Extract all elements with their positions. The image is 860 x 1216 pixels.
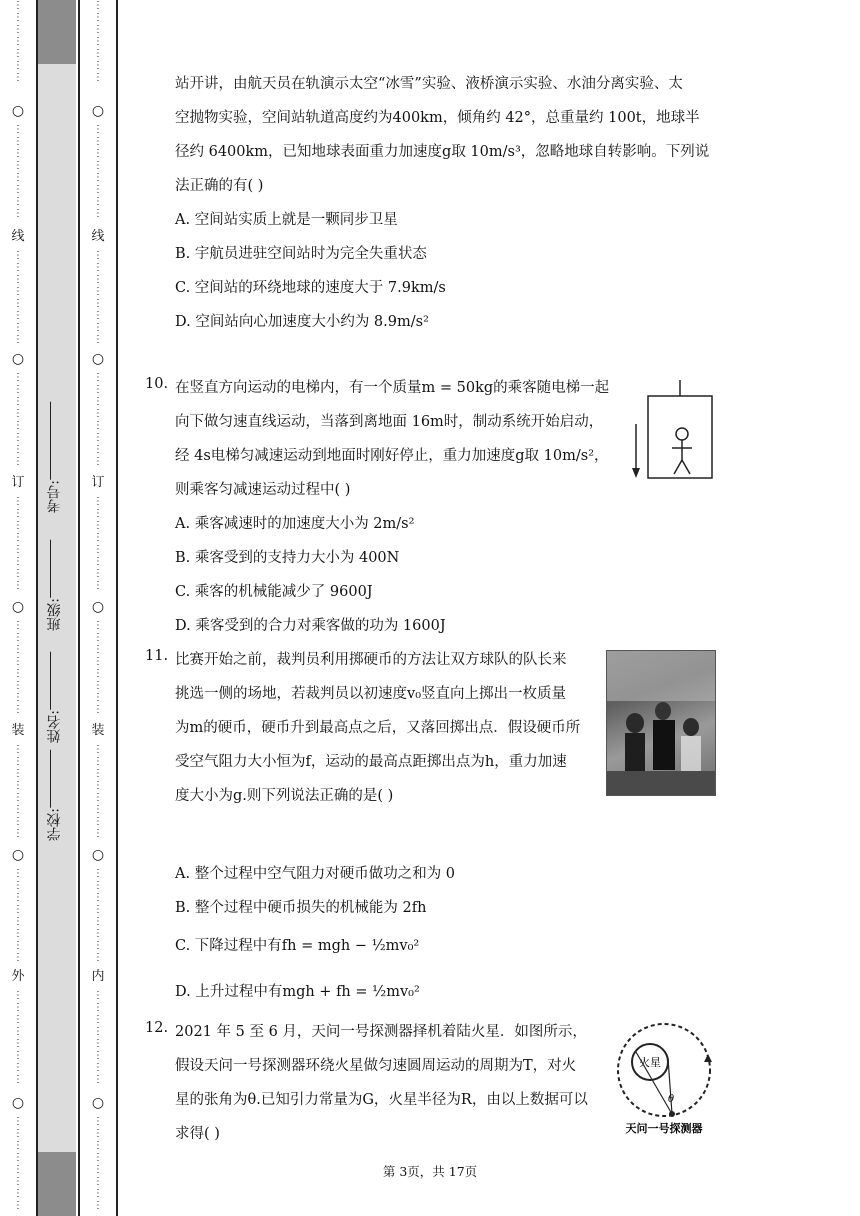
outer-circle-5: ○ (11, 1095, 25, 1111)
inner-dots: ⋮ ⋮ ⋮ ⋮ ⋮ ⋮ ⋮ ⋮ (93, 372, 103, 467)
probe-dot (669, 1111, 675, 1117)
inner-dots: ⋮ ⋮ ⋮ ⋮ ⋮ ⋮ ⋮ ⋮ (93, 250, 103, 345)
q10-option-c: C. 乘客的机械能减少了 9600J (175, 584, 373, 600)
outer-dots: ⋮ ⋮ ⋮ ⋮ ⋮ ⋮ ⋮ ⋮ (13, 496, 23, 591)
q9-line-1: 站开讲，由航天员在轨演示太空“冰雪”实验、液桥演示实验、水油分离实验、太 (175, 76, 683, 92)
q11-option-d: D. 上升过程中有mgh + fh = ½mv₀² (175, 984, 420, 1000)
q9-option-d: D. 空间站向心加速度大小约为 8.9m/s² (175, 314, 429, 330)
outer-dots: ⋮ ⋮ ⋮ ⋮ ⋮ ⋮ ⋮ ⋮ (13, 372, 23, 467)
inner-mark-xian: 线 (91, 229, 105, 244)
inner-circle-1: ○ (91, 103, 105, 119)
outer-dots: ⋮ ⋮ ⋮ ⋮ ⋮ ⋮ ⋮ ⋮ (13, 744, 23, 839)
q10-line-3: 经 4s电梯匀减速运动到地面时刚好停止，重力加速度g取 10m/s²， (175, 448, 609, 464)
q9-line-3: 径约 6400km，已知地球表面重力加速度g取 10m/s³，忽略地球自转影响。下列说 (175, 144, 710, 160)
q10-line-4: 则乘客匀减速运动过程中( ) (175, 482, 351, 498)
mars-label: 火星 (639, 1056, 661, 1069)
page-footer: 第 3页，共 17页 (382, 1164, 478, 1179)
q11-line-2: 挑选一侧的场地，若裁判员以初速度v₀竖直向上掷出一枚质量 (175, 686, 567, 702)
outer-mark-zhuang: 装 (11, 723, 25, 738)
outer-circle-3: ○ (11, 599, 25, 615)
outer-dots: ⋮ ⋮ ⋮ ⋮ ⋮ ⋮ ⋮ ⋮ (13, 1116, 23, 1211)
outer-mark-xian: 线 (11, 229, 25, 244)
field-number-label: 考号: (46, 480, 63, 513)
q11-option-a: A. 整个过程中空气阻力对硬币做功之和为 0 (175, 866, 456, 882)
field-name (44, 652, 70, 743)
field-class-label: 班级: (46, 598, 63, 631)
outer-dots: ⋮ ⋮ ⋮ ⋮ ⋮ ⋮ ⋮ ⋮ (13, 250, 23, 345)
q11-line-1: 比赛开始之前，裁判员利用掷硬币的方法让双方球队的队长来 (175, 652, 567, 668)
inner-dots: ⋮ ⋮ ⋮ ⋮ ⋮ ⋮ ⋮ ⋮ (93, 496, 103, 591)
q11-line-5: 度大小为g.则下列说法正确的是( ) (175, 788, 394, 804)
coin-toss-photo-shapes (607, 651, 715, 795)
inner-dots: ⋮ ⋮ ⋮ ⋮ ⋮ ⋮ ⋮ ⋮ (93, 1116, 103, 1211)
inner-dots: ⋮ ⋮ ⋮ ⋮ ⋮ ⋮ ⋮ (93, 0, 103, 83)
outer-dots: ⋮ ⋮ ⋮ ⋮ ⋮ ⋮ ⋮ ⋮ (13, 124, 23, 219)
field-name-underline (50, 652, 51, 710)
field-number-underline (50, 402, 51, 480)
field-name-label: 姓名: (46, 710, 63, 743)
field-school-label: 学校: (46, 808, 63, 841)
q12-line-4: 求得( ) (175, 1126, 220, 1142)
q10-option-b: B. 乘客受到的支持力大小为 400N (175, 550, 400, 566)
outer-mark-wai: 外 (11, 969, 25, 984)
q12-line-2: 假设天问一号探测器环绕火星做匀速圆周运动的周期为T，对火 (175, 1058, 577, 1074)
probe-caption: 天问一号探测器 (625, 1122, 703, 1135)
inner-dots: ⋮ ⋮ ⋮ ⋮ ⋮ ⋮ ⋮ ⋮ (93, 124, 103, 219)
q9-line-2: 空抛物实验，空间站轨道高度约为400km，倾角约 42°，总重量约 100t，地球半 (175, 110, 700, 126)
outer-circle-4: ○ (11, 847, 25, 863)
orbit-arrow-icon (704, 1054, 712, 1062)
inner-circle-4: ○ (91, 847, 105, 863)
field-number (44, 402, 70, 513)
tangent-line-2 (668, 1058, 675, 1114)
inner-dots: ⋮ ⋮ ⋮ ⋮ ⋮ ⋮ ⋮ ⋮ (93, 990, 103, 1085)
q11-number: 11. (145, 648, 169, 664)
outer-dots: ⋮ ⋮ ⋮ ⋮ ⋮ ⋮ ⋮ (13, 0, 23, 83)
inner-circle-3: ○ (91, 599, 105, 615)
q10-number: 10. (145, 376, 169, 392)
field-school (44, 750, 70, 841)
elevator-figure (628, 380, 724, 480)
q12-number: 12. (145, 1020, 169, 1036)
outer-dots: ⋮ ⋮ ⋮ ⋮ ⋮ ⋮ ⋮ ⋮ (13, 620, 23, 715)
inner-dots: ⋮ ⋮ ⋮ ⋮ ⋮ ⋮ ⋮ ⋮ (93, 868, 103, 963)
inner-binding-strip (78, 0, 118, 1216)
inner-dots: ⋮ ⋮ ⋮ ⋮ ⋮ ⋮ ⋮ ⋮ (93, 620, 103, 715)
coin-toss-photo (606, 650, 716, 796)
theta-label: θ (668, 1094, 675, 1105)
outer-mark-ding: 订 (11, 475, 25, 490)
q9-option-a: A. 空间站实质上就是一颗同步卫星 (175, 212, 398, 228)
q10-line-2: 向下做匀速直线运动，当落到离地面 16m时，制动系统开始启动， (175, 414, 604, 430)
inner-circle-5: ○ (91, 1095, 105, 1111)
inner-mark-nei: 内 (91, 969, 105, 984)
q11-option-c: C. 下降过程中有fh = mgh − ½mv₀² (175, 938, 420, 954)
q9-option-b: B. 宇航员进驻空间站时为完全失重状态 (175, 246, 427, 262)
q11-option-b: B. 整个过程中硬币损失的机械能为 2fh (175, 900, 427, 916)
field-class-underline (50, 540, 51, 598)
inner-dots: ⋮ ⋮ ⋮ ⋮ ⋮ ⋮ ⋮ ⋮ (93, 744, 103, 839)
q9-line-4: 法正确的有( ) (175, 178, 264, 194)
q12-line-3: 星的张角为θ.已知引力常量为G，火星半径为R，由以上数据可以 (175, 1092, 588, 1108)
outer-binding-strip (0, 0, 38, 1216)
q9-option-c: C. 空间站的环绕地球的速度大于 7.9km/s (175, 280, 446, 296)
mars-orbit-figure (606, 1018, 722, 1136)
outer-circle-2: ○ (11, 351, 25, 367)
field-class (44, 540, 70, 631)
outer-dots: ⋮ ⋮ ⋮ ⋮ ⋮ ⋮ ⋮ ⋮ (13, 868, 23, 963)
q11-line-4: 受空气阻力大小恒为f，运动的最高点距掷出点为h，重力加速 (175, 754, 567, 770)
q10-line-1: 在竖直方向运动的电梯内，有一个质量m = 50kg的乘客随电梯一起 (175, 380, 610, 396)
q12-line-1: 2021 年 5 至 6 月，天问一号探测器择机着陆火星．如图所示， (175, 1024, 587, 1040)
outer-circle-1: ○ (11, 103, 25, 119)
inner-mark-zhuang: 装 (91, 723, 105, 738)
band-dark-top (38, 0, 76, 64)
q10-option-a: A. 乘客减速时的加速度大小为 2m/s² (175, 516, 415, 532)
outer-dots: ⋮ ⋮ ⋮ ⋮ ⋮ ⋮ ⋮ ⋮ (13, 990, 23, 1085)
orbit-circle (618, 1024, 710, 1116)
q11-line-3: 为m的硬币，硬币升到最高点之后，又落回掷出点．假设硬币所 (175, 720, 581, 736)
inner-mark-ding: 订 (91, 475, 105, 490)
inner-circle-2: ○ (91, 351, 105, 367)
field-school-underline (50, 750, 51, 808)
q10-option-d: D. 乘客受到的合力对乘客做的功为 1600J (175, 618, 446, 634)
